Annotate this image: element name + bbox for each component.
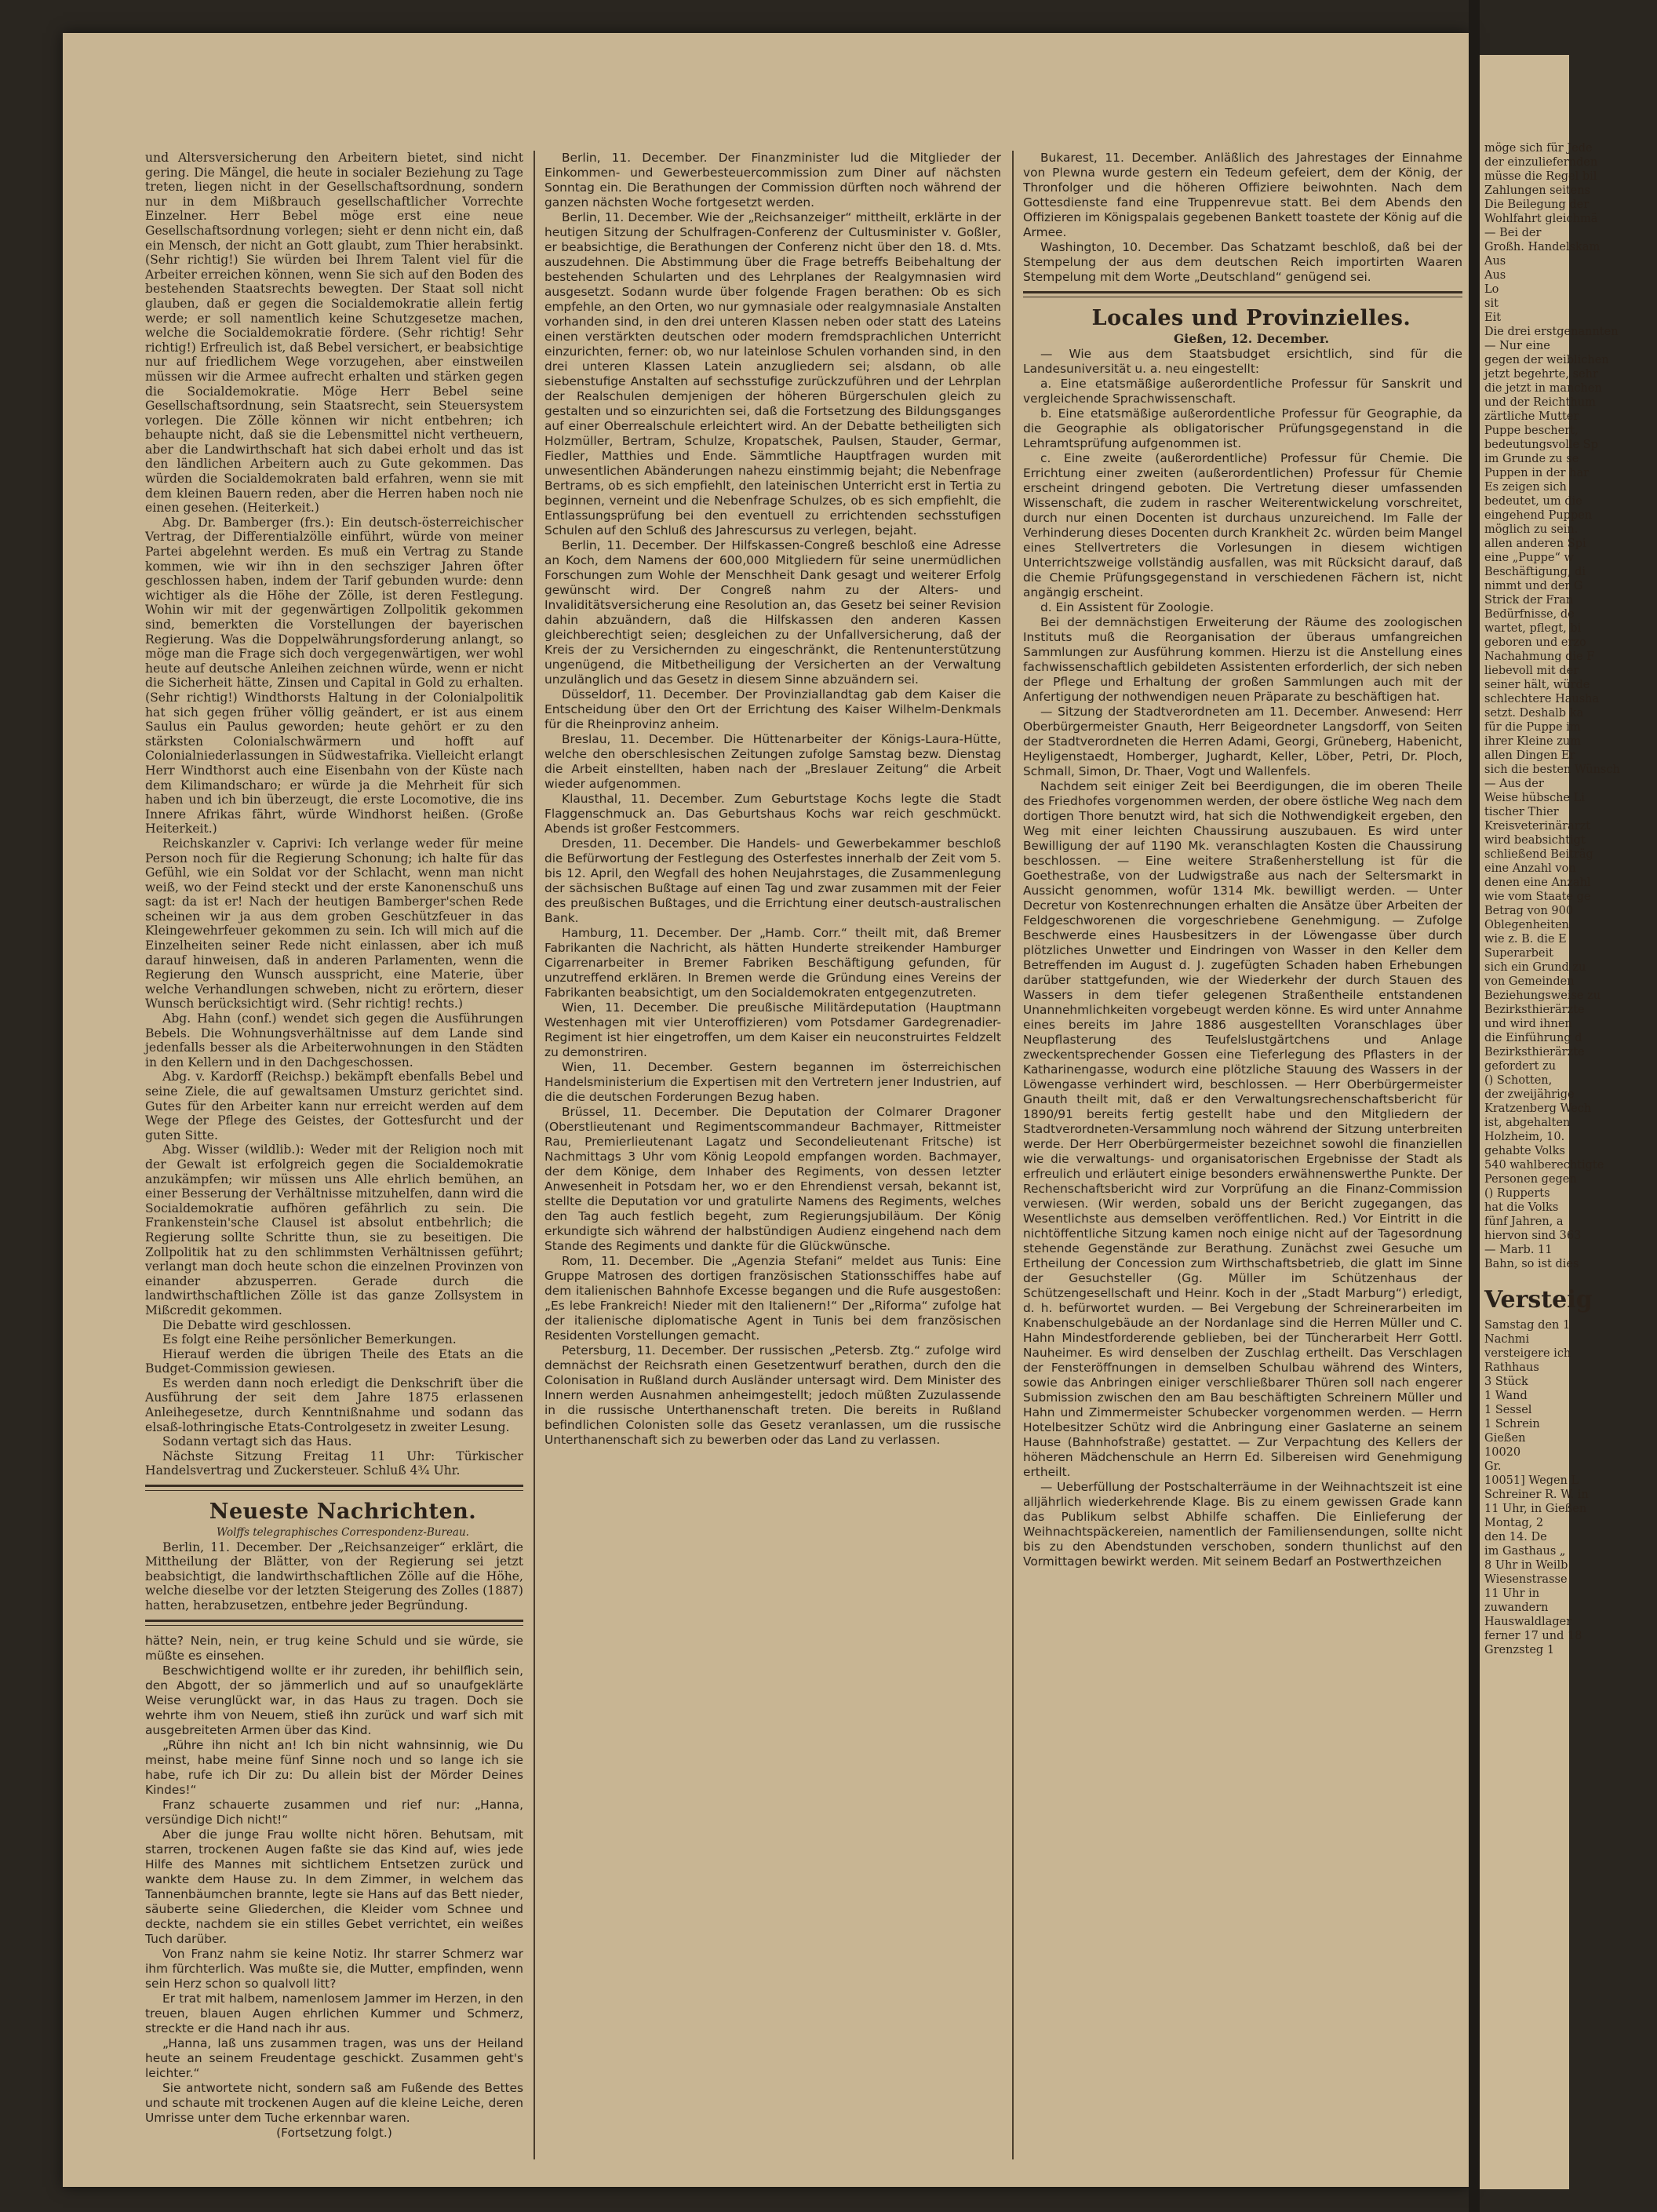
local-paragraph: b. Eine etatsmäßige außerordentliche Professur für Geographie, da die Geographie als obligatorischer Prüfungsgegenstand in die Lehramtsprüfung aufgenommen ist. (1023, 406, 1462, 450)
adjacent-page-line: Personen gegen (1484, 1173, 1577, 1186)
adjacent-page-line: Lo (1484, 283, 1499, 296)
adjacent-page-line: eine „Puppe“ w (1484, 552, 1574, 564)
newspaper-page (63, 33, 1469, 2187)
news-item: Berlin, 11. December. Der Finanzminister lud die Mitglieder der Einkommen- und Gewerbesteuercommission zum Diner auf nächsten Sonntag ein. Die Berathungen der Commission dürften noch während der ganzen nächsten Woche fortgesetzt werden. (544, 151, 1001, 210)
adjacent-page-line: gegen der weiblichen (1484, 354, 1609, 366)
adjacent-page-line: Hauswaldlager (1484, 1616, 1572, 1628)
adjacent-page-line: Nachmi (1484, 1333, 1530, 1346)
adjacent-page-line: und wird ihnen (1484, 1018, 1572, 1030)
col1-paragraph: Reichskanzler v. Caprivi: Ich verlange weder für meine Person noch für die Regierung Schonung; ich halte für das Gefühl, wie ein Soldat vor der Schlacht, wenn man nicht weiß, wo der Feind steckt und der erste Kanonenschuß uns sagt: da ist er! Nach der heutigen Bamberger'schen Rede scheinen wir ja aus dem groben Geschützfeuer in das Kleingewehrfeuer gekommen zu sein. Ich will mich auf die Einzelheiten seiner Rede nicht einlassen, aber ich muß darauf hinweisen, daß in anderen Parlamenten, wenn die Regierung den Wunsch ausspricht, eine Materie, über welche Verhandlungen schweben, nicht zu erörtern, dieser Wunsch berücksichtigt wird. (Sehr richtig! rechts.) (145, 836, 523, 1011)
adjacent-page-line: () Rupperts (1484, 1187, 1550, 1200)
adjacent-page-line: Strick der Fran (1484, 594, 1574, 607)
adjacent-page-line: wartet, pflegt, bi (1484, 622, 1582, 635)
adjacent-page-line: 8 Uhr in Weilb (1484, 1559, 1568, 1572)
adjacent-page-line: im Grunde zu se (1484, 453, 1579, 465)
news-item: Hamburg, 11. December. Der „Hamb. Corr.“ theilt mit, daß Bremer Fabrikanten die Nachricht, als hätten Hunderte streikender Hamburger Cigarrenarbeiter in Bremer Fabriken Beschäftigung gefunden, für unzutreffend erklären. In Bremen werde die Gründung eines Vereins der Fabrikanten beabsichtigt, um den Socialdemokraten entgegenzutreten. (544, 926, 1001, 1000)
adjacent-page-line: 11 Uhr in (1484, 1587, 1540, 1600)
adjacent-page-line: 1 Sessel (1484, 1404, 1532, 1416)
adjacent-page-line: sich die besten Wünsch (1484, 763, 1620, 776)
adjacent-page-line: — Nur eine (1484, 340, 1550, 352)
adjacent-page-line: versteigere ich (1484, 1347, 1571, 1360)
adjacent-page-line: für die Puppe im (1484, 721, 1581, 734)
news-item: Klausthal, 11. December. Zum Geburtstage Kochs legte die Stadt Flaggenschmuck an. Das Geburtshaus Kochs war reich geschmückt. Abends ist großer Festcommers. (544, 792, 1001, 836)
adjacent-page-line: die jetzt in manchen (1484, 382, 1602, 395)
news-item: Bukarest, 11. December. Anläßlich des Jahrestages der Einnahme von Plewna wurde gestern ein Tedeum gefeiert, dem der König, der Thronfolger und die höheren Offiziere beiwohnten. Nach dem Gottesdienste fand eine Truppenrevue statt. Bei dem Abends den Offizieren im Königspalais gegebenen Bankett toastete der König auf die Armee. (1023, 151, 1462, 239)
col1-paragraph: Abg. Hahn (conf.) wendet sich gegen die Ausführungen Bebels. Die Wohnungsverhältnisse auf dem Lande sind jedenfalls besser als die Arbeiterwohnungen in den Städten in den Kellern und in den Dachgeschossen. (145, 1011, 523, 1070)
adjacent-page-line: Montag, 2 (1484, 1517, 1544, 1529)
adjacent-page-line: Die drei erstgenannten (1484, 326, 1619, 338)
section-divider (145, 1485, 523, 1491)
story-continuation-note: (Fortsetzung folgt.) (276, 2125, 392, 2140)
col1-paragraph: Es folgt eine Reihe persönlicher Bemerkungen. (162, 1332, 457, 1347)
adjacent-page-line: eine Anzahl von (1484, 862, 1576, 875)
adjacent-page-line: Bezirksthierärzte (1484, 1004, 1585, 1016)
adjacent-page-line: — Bei der (1484, 227, 1542, 239)
adjacent-page-line: 540 wahlberechtigte (1484, 1159, 1604, 1172)
adjacent-page-line: sit (1484, 297, 1499, 310)
adjacent-page-line: ihrer Kleine zum (1484, 735, 1581, 748)
adjacent-page-line: der einzuliefernden (1484, 156, 1598, 169)
story-paragraph: Franz schauerte zusammen und rief nur: „Hanna, versündige Dich nicht!“ (145, 1797, 523, 1827)
adjacent-page-line: Grenzsteg 1 (1484, 1644, 1555, 1656)
adjacent-page-line: die Einführung d (1484, 1032, 1582, 1044)
adjacent-page-line: 11 Uhr, in Gießen (1484, 1503, 1587, 1515)
col1-paragraph: Abg. v. Kardorff (Reichsp.) bekämpft ebenfalls Bebel und seine Ziele, die auf gewaltsamen Umsturz gerichtet sind. Gutes für den Arbeiter kann nur erreicht werden auf dem Wege der Pflege des Geistes, der Gottesfurcht und der guten Sitte. (145, 1070, 523, 1142)
adjacent-page-line: Versteig (1484, 1286, 1593, 1314)
adjacent-page-line: jetzt begehrte, sehr (1484, 368, 1598, 381)
adjacent-page-line: Puppe beschert, (1484, 425, 1579, 437)
section-heading-neueste-nachrichten: Neueste Nachrichten. (209, 1500, 477, 1525)
local-paragraph: c. Eine zweite (außerordentliche) Professur für Chemie. Die Errichtung einer zweiten (außerordentlichen) Professur für Chemie erscheint dringend geboten. Die Vertretung dieser umfassenden Wissenschaft, die zudem in rascher Weiterentwickelung vorschreitet, durch nur einen Docenten ist durchaus unzureichend. Im Falle der Verhinderung dieses Docenten durch Krankheit 2c. würden beim Mangel eines Stellvertreters die Vorlesungen in diesem wichtigen Unterrichtszweige vollständig ausfallen, was mit Rücksicht darauf, daß die Chemie Prüfungsgegenstand in verschiedenen Fächern ist, nicht angängig erscheint. (1023, 450, 1462, 599)
adjacent-page-line: allen anderen Spi (1484, 538, 1586, 550)
local-paragraph: — Ueberfüllung der Postschalterräume in der Weihnachtszeit ist eine alljährlich wiederkehrende Klage. Bis zu einem gewissen Grade kann das Publikum selbst Abhilfe schaffen. Die Einlieferung der Weihnachtspäckereien, namentlich der Familiensendungen, sollte nicht bis zu den Abendstunden verschoben, sondern thunlichst auf den Vormittagen bewirkt werden. Mit seinem Bedarf an Postwerthzeichen (1023, 1479, 1462, 1569)
story-paragraph: hätte? Nein, nein, er trug keine Schuld und sie würde, sie müßte es einsehen. (145, 1633, 523, 1663)
news-item: Wien, 11. December. Gestern begannen im österreichischen Handelsministerium die Expertisen mit den Vertretern jener Industrien, auf die die deutschen Forderungen Bezug haben. (544, 1060, 1001, 1104)
col1-paragraph: Es werden dann noch erledigt die Denkschrift über die Ausführung der seit dem Jahre 1875 erlassenen Anleihegesetze, durch Kenntnißnahme und sodann das elsaß-lothringische Etats-Controlgesetz in zweiter Lesung. (145, 1376, 523, 1434)
adjacent-page-line: schlechtere Hausha (1484, 693, 1600, 705)
adjacent-page-line: 10051] Wegen L (1484, 1474, 1579, 1487)
adjacent-page-line: zärtliche Mutter (1484, 410, 1579, 423)
news-item: Wien, 11. December. Die preußische Militärdeputation (Hauptmann Westenhagen mit vier Unteroffizieren) vom Potsdamer Gardegrenadier-Regiment ist hier eingetroffen, um dem Kaiser ein neuconstruirtes Feldzelt zu demonstriren. (544, 1000, 1001, 1059)
adjacent-page-line: Betrag von 900 (1484, 905, 1574, 917)
adjacent-page-line: den 14. De (1484, 1531, 1547, 1543)
adjacent-page-line: Bahn, so ist dies (1484, 1258, 1579, 1270)
adjacent-page-line: nimmt und der G (1484, 580, 1583, 592)
news-item: Breslau, 11. December. Die Hüttenarbeiter der Königs-Laura-Hütte, welche den oberschlesischen Zeitungen zufolge Samstag bezw. Dienstag die Arbeit einstellten, haben nach der „Breslauer Zeitung“ die Arbeit wieder aufgenommen. (544, 732, 1001, 791)
adjacent-page-line: bedeutungsvolle Sp (1484, 439, 1598, 451)
adjacent-page-line: geboren und erzo (1484, 636, 1586, 649)
adjacent-page-line: — Aus der (1484, 778, 1544, 790)
adjacent-page-line: Eit (1484, 312, 1502, 324)
col1-paragraph: Die Debatte wird geschlossen. (162, 1317, 351, 1332)
section-heading-locales: Locales und Provinzielles. (1091, 306, 1411, 330)
local-paragraph: — Wie aus dem Staatsbudget ersichtlich, sind für die Landesuniversität u. a. neu eingestellt: (1023, 346, 1462, 376)
adjacent-page-line: ist, abgehalten (1484, 1117, 1571, 1129)
column-rule-1 (534, 151, 535, 2159)
adjacent-page-line: Superarbeit (1484, 947, 1553, 960)
adjacent-page-line: 1 Schrein (1484, 1418, 1540, 1430)
adjacent-page-line: der zweijährige (1484, 1088, 1575, 1101)
news-item: Dresden, 11. December. Die Handels- und Gewerbekammer beschloß die Befürwortung der Festlegung des Osterfestes innerhalb der Zeit vom 5. bis 12. April, den Wegfall des hohen Neujahrstages, die Zusammenlegung der sächsischen Bußtage auf einen Tag und zwar zusammen mit der Feier des preußischen Bußtages, und die Errichtung einer deutsch-australischen Bank. (544, 836, 1001, 925)
adjacent-page-line: gefordert zu (1484, 1060, 1557, 1073)
adjacent-page-line: denen eine Anzahl (1484, 876, 1591, 889)
adjacent-page-line: Bedürfnisse, de (1484, 608, 1575, 621)
adjacent-page-line: zuwandern (1484, 1602, 1549, 1614)
adjacent-page-line: möglich zu sein. (1484, 523, 1579, 536)
adjacent-page-line: wird beabsichtigt (1484, 834, 1586, 847)
adjacent-page-line: im Gasthaus „ (1484, 1545, 1566, 1558)
adjacent-page-line: von Gemeinden (1484, 975, 1575, 988)
section-divider (1023, 291, 1462, 297)
adjacent-page-line: hiervon sind 363 (1484, 1230, 1582, 1242)
column-rule-2 (1012, 151, 1014, 2159)
adjacent-page-line: Beschäftigung, di (1484, 566, 1586, 578)
news-item: Rom, 11. December. Die „Agenzia Stefani“ meldet aus Tunis: Eine Gruppe Matrosen des dortigen französischen Stationsschiffes habe auf dem italienischen Bahnhofe Excesse begangen und die Rufe ausgestoßen: „Es lebe Frankreich! Nieder mit den Italienern!“ Der „Riforma“ zufolge hat der italienische diplomatische Agent in Tunis bei dem französischen Residenten Vorstellungen gemacht. (544, 1254, 1001, 1343)
adjacent-page-line: liebevoll mit der (1484, 665, 1579, 677)
local-paragraph: Nachdem seit einiger Zeit bei Beerdigungen, die im oberen Theile des Friedhofes vorgenommen werden, der obere östliche Weg nach dem dortigen Thore benutzt wird, hat sich die Nothwendigkeit ergeben, den Weg mit einer leichten Chaussirung auszubauen. Es wird unter Bewilligung der auf 1190 Mk. veranschlagten Kosten die Chaussirung beschlossen. — Eine weitere Straßenherstellung ist für die Goethestraße, von der Ludwigstraße aus nach der Seltersmarkt in Aussicht genommen, wofür 1314 Mk. bewilligt werden. — Unter Decretur von Kostenrechnungen erhalten die Ansätze über Arbeiten der Feldgeschworenen die vorgeschriebene Genehmigung. — Zufolge Beschwerde eines Hausbesitzers in der Löwengasse über durch plötzliches Unwetter und Eindringen von Wasser in den Keller dem Betreffenden im August d. J. zugefügten Schaden haben Erhebungen darüber stattgefunden, wie der Wiederkehr der durch Stauen des Wassers in dem tiefer gelegenen Straßentheile entstandenen Unannehmlichkeiten vorgebeugt werden könne. Es wird unter Annahme eines bereits im Jahre 1886 ausgestellten Voranschlages über Neupflasterung des Teufelslustgärtchens und Anlage zweckentsprechender Gossen eine Tieferlegung des Pflasters in der Katharinengasse, wodurch eine plötzliche Stauung des Wassers in der Löwengasse verhindert wird, beschlossen. — Herr Oberbürgermeister Gnauth theilt mit, daß er den Verwaltungsrechenschaftsbericht für 1890/91 bereits fertig gestellt habe und den Mitgliedern der Stadtverordneten-Versammlung noch während der Sitzung unterbreiten werde. Der Herr Oberbürgermeister bezeichnet sowohl die finanziellen wie die verwaltungs- und organisatorischen Ergebnisse der Stadt als erfreulich und erläutert einige besonders erwähnenswerthe Punkte. Der Rechenschaftsbericht wird zur Vorprüfung an die Finanz-Commission verwiesen. (Wir werden, sobald uns der Bericht zugegangen, das Wesentlichste aus demselben veröffentlichen. Red.) Vor Eintritt in die nichtöffentliche Sitzung kamen noch einige nicht auf der Tagesordnung stehende Gegenstände zur Berathung. Zunächst zwei Gesuche um Ertheilung der Concession zum Wirthschaftsbetrieb, die glatt im Sinne der Gesuchsteller (Gg. Müller im Schützenhaus der Schützengesellschaft und Heinr. Koch in der „Stadt Marburg“) erledigt, d. h. befürwortet wurden. — Bei Vergebung der Schreinerarbeiten im Knabenschulgebäude an der Nordanlage sind die Herren Müller und C. Hahn Mindestforderende geblieben, bei der Tüncherarbeit Herr Gottl. Nauheimer. Es wird denselben der Zuschlag ertheilt. Das Verschlagen der Fensteröffnungen in demselben Schulbau während des Winters, sowie das Anbringen einiger verschließbarer Thüren soll nach engerer Submission zwischen den am Bau beschäftigten Schreinern Müller und Hahn und Zimmermeister Schubecker vorgenommen werden. — Herrn Hotelbesitzer Schütz wird die Anbringung einer Gaslaterne an seinem Hause (Bahnhofstraße) gestattet. — Zur Verpachtung des Kellers der höheren Mädchenschule an Herrn Ed. Silbereisen wird Genehmigung ertheilt. (1023, 778, 1462, 1479)
adjacent-page-line: Bezirksthierärzte (1484, 1046, 1585, 1059)
adjacent-page-line: Gießen (1484, 1432, 1526, 1445)
adjacent-page-line: wie z. B. die E (1484, 933, 1567, 946)
adjacent-page-line: seiner hält, würde (1484, 679, 1590, 691)
adjacent-page-line: Samstag den 1 (1484, 1319, 1571, 1332)
adjacent-page-line: wie vom Staate ge (1484, 891, 1591, 903)
adjacent-page-line: und der Reichthum (1484, 396, 1596, 409)
local-paragraph: d. Ein Assistent für Zoologie. (1040, 599, 1215, 614)
adjacent-page-line: — Marb. 11 (1484, 1244, 1553, 1256)
story-paragraph: „Rühre ihn nicht an! Ich bin nicht wahnsinnig, wie Du meinst, habe meine fünf Sinne noch und so lange ich sie habe, rufe ich Dir zu: Du allein bist der Mörder Deines Kindes!“ (145, 1737, 523, 1797)
adjacent-page-line: sich ein Grund zu (1484, 961, 1586, 974)
local-paragraph: — Sitzung der Stadtverordneten am 11. December. Anwesend: Herr Oberbürgermeister Gnauth, Herr Beigeordneter Langsdorff, von Seiten der Stadtverordneten die Herren Adami, Georgi, Grüneberg, Habenicht, Heyligenstaedt, Homberger, Jughardt, Keller, Löber, Petri, Dr. Ploch, Schmall, Simon, Dr. Thaer, Vogt und Wallenfels. (1023, 704, 1462, 778)
adjacent-page-line: möge sich für Jede (1484, 142, 1593, 155)
adjacent-page-line: Gr. (1484, 1460, 1502, 1473)
story-paragraph: Beschwichtigend wollte er ihr zureden, ihr behilflich sein, den Abgott, der so jämmerlich und auf so unaufgeklärte Weise verunglückt war, in das Haus zu tragen. Doch sie wehrte ihm von Neuem, stieß ihn zurück und warf sich mit ausgebreiteten Armen über das Kind. (145, 1663, 523, 1737)
col1-paragraph: Abg. Wisser (wildlib.): Weder mit der Religion noch mit der Gewalt ist erfolgreich gegen die Socialdemokratie anzukämpfen; wir müssen uns Alle ehrlich bemühen, an einer Besserung der Verhältnisse mitzuhelfen, dann wird die Socialdemokratie aufhören gefährlich zu sein. Die Frankenstein'sche Clausel ist absolut entbehrlich; die Regierung sollte Schritte thun, sie zu beseitigen. Die Zollpolitik hat zu den schlimmsten Verhältnissen geführt; verlangt man doch heute schon die einzelnen Provinzen von einander abzusperren. Gerade durch die landwirthschaftlichen Zölle ist das ganze Zollsystem in Mißcredit gekommen. (145, 1142, 523, 1317)
adjacent-page-line: allen Dingen Er (1484, 749, 1575, 762)
adjacent-page-line: Beziehungsweise zu (1484, 989, 1601, 1002)
adjacent-page-line: Großh. Handelskam (1484, 241, 1601, 253)
news-item: Düsseldorf, 11. December. Der Provinziallandtag gab dem Kaiser die Entscheidung über den Ort der Errichtung des Kaiser Wilhelm-Denkmals für die Rheinprovinz anheim. (544, 687, 1001, 731)
story-paragraph: Von Franz nahm sie keine Notiz. Ihr starrer Schmerz war ihm fürchterlich. Was mußte sie, die Mutter, empfinden, wenn sein Herz schon so qualvoll litt? (145, 1946, 523, 1991)
adjacent-page-line: Wohlfahrt gleichmä (1484, 213, 1598, 225)
adjacent-page-line: Die Beilegung der (1484, 199, 1590, 211)
story-paragraph: Aber die junge Frau wollte nicht hören. Behutsam, mit starren, trockenen Augen faßte sie das Kind auf, wies jede Hilfe des Mannes mit sichtlichem Entsetzen zurück und wankte dem Hause zu. In dem Zimmer, in welchem das Tannenbäumchen brannte, legte sie Hans auf das Bett nieder, säuberte seine Gliederchen, die Kleider vom Schnee und deckte, nachdem sie ein stilles Gebet verrichtet, ein weißes Tuch darüber. (145, 1827, 523, 1946)
adjacent-page-line: ferner 17 und 18 (1484, 1630, 1582, 1642)
col1-paragraph: Hierauf werden die übrigen Theile des Etats an die Budget-Commission gewiesen. (145, 1347, 523, 1376)
adjacent-page-line: Weise hübsche Li (1484, 792, 1585, 804)
adjacent-page-line: Holzheim, 10. (1484, 1131, 1565, 1143)
adjacent-page-line: Zahlungen seitens (1484, 184, 1591, 197)
adjacent-page-line: Wiesenstrasse (1484, 1573, 1568, 1586)
news-item: Petersburg, 11. December. Der russischen „Petersb. Ztg.“ zufolge wird demnächst der Reichsrath einen Gesetzentwurf berathen, durch den die Colonisation in Rußland durch Ausländer untersagt wird. Dem Minister des Innern werden Ausnahmen anheimgestellt; jedoch müßten Zuzulassende in die russische Unterthanenschaft treten. Die bereits in Rußland befindlichen Colonisten solle das Gesetz veranlassen, um die russische Unterthanenschaft sich zu bewerben oder das Land zu verlassen. (544, 1343, 1001, 1447)
adjacent-page-line: tischer Thier (1484, 806, 1559, 818)
adjacent-page-line: schließend Beiträg (1484, 848, 1593, 861)
col1-paragraph: Sodann vertagt sich das Haus. (162, 1434, 352, 1449)
adjacent-page-line: Kreisveterinärarzt (1484, 820, 1591, 833)
news-item: Berlin, 11. December. Der Hilfskassen-Congreß beschloß eine Adresse an Koch, dem Namens der 600,000 Mitgliedern für seine unermüdlichen Forschungen zum Wohle der Menschheit Dank gesagt und weiterer Erfolg gewünscht wird. Der Congreß nahm zu der Alters- und Invaliditätsversicherung eine Resolution an, das Gesetz bei seiner Revision dahin abzuändern, daß die Hilfskassen den anderen Kassen gleichberechtigt seien; desgleichen zu der Unfallversicherung, daß der Kreis der zu Versichernden zu eingeschränkt, die Rentenunterstützung ungenügend, die Mitbetheiligung der Versicherten an der Verwaltung unzulänglich und das Gesetz in diesem Sinne abzuändern sei. (544, 538, 1001, 687)
adjacent-page-line: Oblegenheiten (1484, 919, 1569, 931)
adjacent-page-line: 3 Stück (1484, 1376, 1528, 1388)
section-subheading: Wolffs telegraphisches Correspondenz-Bureau. (217, 1526, 469, 1540)
adjacent-page-line: eingehend Puppen (1484, 509, 1593, 522)
page-gutter (1469, 0, 1480, 2212)
top-dark-band (0, 0, 1469, 33)
adjacent-page-line: setzt. Deshalb ka (1484, 707, 1584, 720)
adjacent-page-line: Nachahmung die F (1484, 650, 1595, 663)
adjacent-page-line: bedeutet, um die (1484, 495, 1582, 508)
adjacent-page-line: gehabte Volks (1484, 1145, 1565, 1157)
local-paragraph: a. Eine etatsmäßige außerordentliche Professur für Sanskrit und vergleichende Sprachwissenschaft. (1023, 376, 1462, 406)
local-paragraph: Bei der demnächstigen Erweiterung der Räume des zoologischen Instituts muß die Reorganisation der überaus umfangreichen Sammlungen zur Ausführung kommen. Hierzu ist die Anstellung eines fachwissenschaftlich gebildeten Assistenten erforderlich, der sich neben der Pflege und Erhaltung der großen Sammlungen auch mit der Anfertigung der nothwendigen neuen Präparate zu beschäftigen hat. (1023, 614, 1462, 704)
adjacent-page-line: Rathhaus (1484, 1361, 1539, 1374)
column-1 (145, 151, 523, 2159)
feuilleton-divider (145, 1620, 523, 1626)
adjacent-page-line: müsse die Regel bil (1484, 170, 1597, 183)
adjacent-page-line: Kratzenberg Wech (1484, 1102, 1592, 1115)
adjacent-page-text (1484, 141, 1657, 1657)
adjacent-page-line: Aus (1484, 255, 1506, 268)
adjacent-page-line: hat die Volks (1484, 1201, 1559, 1214)
col1-paragraph: Nächste Sitzung Freitag 11 Uhr: Türkischer Handelsvertrag und Zuckersteuer. Schluß 4³⁄₄ Uhr. (145, 1449, 523, 1478)
story-paragraph: „Hanna, laß uns zusammen tragen, was uns der Heiland heute an seinem Freudentage geschickt. Zusammen geht's leichter.“ (145, 2035, 523, 2080)
adjacent-page-line: Puppen in der har (1484, 467, 1590, 479)
column-3 (1023, 151, 1462, 2159)
news-item: Washington, 10. December. Das Schatzamt beschloß, daß bei der Stempelung der aus dem deutschen Reich importirten Waaren Stempelung mit dem Worte „Deutschland“ genügend sei. (1023, 240, 1462, 284)
adjacent-page-line: Es zeigen sich (1484, 481, 1567, 494)
news-item: Berlin, 11. December. Wie der „Reichsanzeiger“ mittheilt, erklärte in der heutigen Sitzung der Schulfragen-Conferenz der Cultusminister v. Goßler, er beabsichtige, die Berathungen der Conferenz nicht über den 18. d. Mts. auszudehnen. Die Abstimmung über die Frage betreffs Beibehaltung der bestehenden Schularten und des Lehrplanes der Realgymnasien wird ausgesetzt. Sodann wurde über folgende Fragen berathen: Ob es sich empfehle, an den Orten, wo nur gymnasiale oder realgymnasiale Anstalten vorhanden sind, in den drei unteren Klassen neben oder statt des Lateins einen verstärkten deutschen oder modern fremdsprachlichen Unterricht einzurichten, ferner: ob, wo nur lateinlose Schulen vorhanden sind, in den drei unteren Klassen Latein anzugliedern sei; alsdann, ob alle siebenstufige Anstalten auf sechsstufige zurückzuführen und der Lehrplan der Realschulen demjenigen der höheren Bürgerschulen gleich zu gestalten und so einzurichten sei, daß die Fortsetzung des Bildungsganges auf einer Oberrealschule erleichtert wird. An der Debatte betheiligten sich Holzmüller, Bertram, Schulze, Kropatschek, Paulsen, Stauder, Germar, Fiedler, Matthies und Ende. Sämmtliche Hauptfragen wurden mit unwesentlichen Abänderungen nahezu einstimmig bejaht; die Nebenfrage Bertrams, ob es sich empfiehlt, den lateinischen Unterricht erst in Tertia zu beginnen, verneint und die Nebenfrage Schulzes, ob es sich empfiehlt, die Entlassungsprüfung bei den eventuell zu errichtenden sechsstufigen Schulen auf den Schluß des Jahrescursus zu verlegen, bejaht. (544, 210, 1001, 538)
news-item: Berlin, 11. December. Der „Reichsanzeiger“ erklärt, die Mittheilung der Blätter, von der Regierung sei jetzt beabsichtigt, die landwirthschaftlichen Zölle auf die Höhe, welche dieselbe vor der letzten Steigerung des Zolles (1887) hatten, herabzusetzen, entbehre jeder Begründung. (145, 1540, 523, 1613)
story-paragraph: Er trat mit halbem, namenlosem Jammer im Herzen, in den treuen, blauen Augen ehrlichen Kummer und Schmerz, streckte er die Hand nach ihr aus. (145, 1991, 523, 2035)
adjacent-page-line: Aus (1484, 269, 1506, 282)
adjacent-page-line: () Schotten, (1484, 1074, 1553, 1087)
adjacent-page-strip (1480, 55, 1620, 2189)
adjacent-page-line: fünf Jahren, a (1484, 1215, 1564, 1228)
story-paragraph: Sie antwortete nicht, sondern saß am Fußende des Bettes und schaute mit trockenen Augen auf die kleine Leiche, deren Umrisse unter dem Tuche erkennbar waren. (145, 2080, 523, 2125)
adjacent-page-line: 1 Wand (1484, 1390, 1528, 1402)
adjacent-page-line: 10020 (1484, 1446, 1521, 1459)
column-2 (544, 151, 1001, 2159)
adjacent-page-line: Schreiner R. W. in (1484, 1489, 1589, 1501)
col1-paragraph: Abg. Dr. Bamberger (frs.): Ein deutsch-österreichischer Vertrag, der Differentialzölle einführt, würde von meiner Partei abgelehnt werden. Es muß ein Vertrag zu Stande kommen, wie wir ihn in den sechsziger Jahren öfter geschlossen haben, indem der Tarif gebunden wurde: denn wichtiger als die Höhe der Zölle, ist deren Festlegung. Wohin wir mit der gegenwärtigen Zollpolitik gekommen sind, bemerkten die Vorstellungen der bayerischen Regierung. Was die Doppelwährungsforderung anlangt, so möge man die Frage sich doch vergegenwärtigen, wer wohl heute auf deutsche Anleihen zeichnen würde, wenn er nicht die Sicherheit hätte, Zinsen und Capital in Gold zu erhalten. (Sehr richtig!) Windthorsts Haltung in der Colonialpolitik hat sich gegen früher völlig geändert, er ist aus einem Saulus ein Paulus geworden; heute gehört er zu den stärksten Colonialschwärmern und hofft auf Colonialniederlassungen in Südwestafrika. Vielleicht erlangt Herr Windthorst auch eine Eisenbahn von der Küste nach dem Kilimandscharo; er würde ja die Mehrheit für sich haben und ich bin überzeugt, die erste Locomotive, die ins Innere Afrikas fährt, würde Windhorst heißen. (Große Heiterkeit.) (145, 515, 523, 836)
local-dateline: Gießen, 12. December. (1173, 331, 1330, 346)
col1-paragraph: und Altersversicherung den Arbeitern bietet, sind nicht gering. Die Mängel, die heute in socialer Beziehung zu Tage treten, liegen nicht in der Gesellschaftsordnung, sondern nur in dem Mißbrauch gesellschaftlicher Vorrechte Einzelner. Herr Bebel möge erst eine neue Gesellschaftsordnung vorlegen; sieht er denn nicht ein, daß ein Mensch, der nicht an Gott glaubt, zum Thier herabsinkt. (Sehr richtig!) Sie würden bei Ihrem Talent viel für die Arbeiter erreichen können, wenn Sie sich auf den Boden des bestehenden Staatsrechts bewegten. Der Staat soll nicht glauben, daß er gegen die Socialdemokratie allein fertig werde; er soll namentlich keine Schutzgesetze machen, welche die Socialdemokratie fördere. (Sehr richtig! Sehr richtig!) Erfreulich ist, daß Bebel versichert, er beabsichtige nur auf friedlichem Wege vorzugehen, aber einstweilen müssen wir die Armee aufrecht erhalten und stärken gegen die Socialdemokratie. Möge Herr Bebel seine Gesellschaftsordnung, sein Staatsrecht, sein Steuersystem vorlegen. Die Zölle können wir nicht entbehren; ich behaupte nicht, daß sie die Lebensmittel nicht vertheuern, aber die Landwirthschaft hat sich dabei erholt und das ist den ländlichen Arbeitern auch zu Gute gekommen. Das würden die Socialdemokraten bald erfahren, wenn sie mit dem kleinen Bauern reden, aber die Herren haben noch nie einen gesehen. (Heiterkeit.) (145, 151, 523, 516)
news-item: Brüssel, 11. December. Die Deputation der Colmarer Dragoner (Oberstlieutenant und Regimentscommandeur Bachmayer, Rittmeister Rau, Premierlieutenant Lagatz und Secondelieutenant Fritsche) ist Nachmittags 3 Uhr vom König Leopold empfangen worden. Bachmayer, der dem Könige, dem Inhaber des Regiments, von dessen letzter Anwesenheit in Potsdam her, wo er den Ehrendienst versah, bekannt ist, stellte die Deputation vor und gratulirte Namens des Regiments, welches den Tag auch festlich begeht, zum Regierungsjubiläum. Der König erkundigte sich während der halbstündigen Audienz eingehend nach dem Stande des Regiments und dankte für die Glückwünsche. (544, 1105, 1001, 1253)
